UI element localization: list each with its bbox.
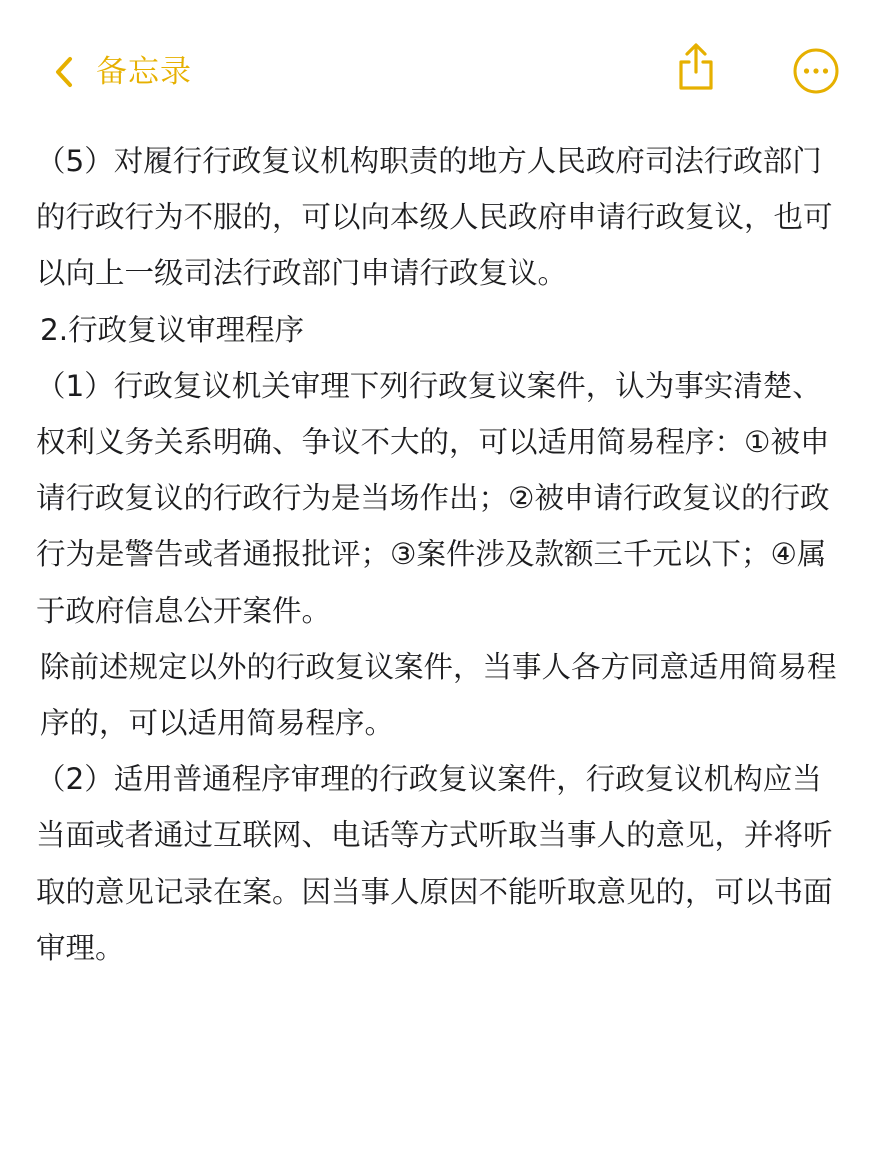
navigation-bar	[0, 0, 880, 140]
note-paragraph: （1）行政复议机关审理下列行政复议案件，认为事实清楚、权利义务关系明确、争议不大的，可以适用简易程序：①被申请行政复议的行政行为是当场作出；②被申请行政复议的行政行为是警告或者通报批评；③案件涉及款额三千元以下；④属于政府信息公开案件。	[36, 368, 830, 628]
back-label: 备忘录	[96, 54, 192, 90]
more-button[interactable]	[792, 47, 840, 95]
more-ellipsis-icon	[792, 47, 840, 95]
share-button[interactable]	[674, 40, 718, 96]
back-button[interactable]	[52, 52, 192, 92]
chevron-left-icon	[52, 54, 76, 90]
share-icon	[674, 40, 718, 96]
note-paragraph: （5）对履行行政复议机构职责的地方人民政府司法行政部门的行政行为不服的，可以向本级人民政府申请行政复议，也可以向上一级司法行政部门申请行政复议。	[36, 144, 833, 291]
note-paragraph: 除前述规定以外的行政复议案件，当事人各方同意适用简易程序的，可以适用简易程序。	[40, 649, 837, 741]
note-paragraph: （2）适用普通程序审理的行政复议案件，行政复议机构应当当面或者通过互联网、电话等方式听取当事人的意见，并将听取的意见记录在案。因当事人原因不能听取意见的，可以书面审理。	[36, 762, 833, 965]
note-heading: 2.行政复议审理程序	[40, 312, 305, 347]
note-body[interactable]	[36, 133, 840, 976]
